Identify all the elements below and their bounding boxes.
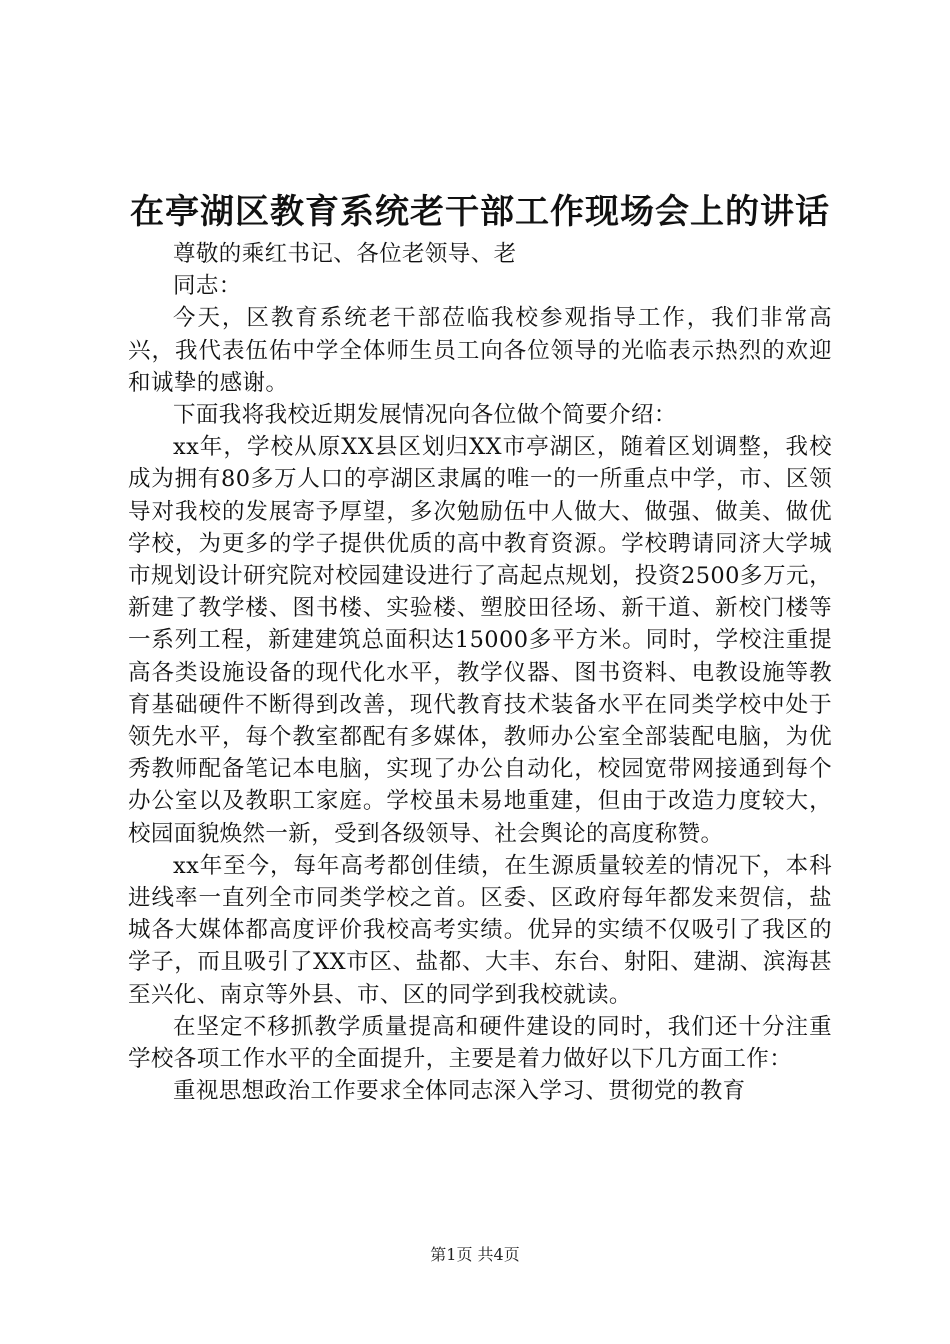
- salutation-line-2: 同志：: [173, 273, 242, 300]
- document-page: [128, 188, 832, 1107]
- paragraph-exam-results: xx年至今，每年高考都创佳绩，在生源质量较差的情况下，本科进线率一直列全市同类学校之首。区委、区政府每年都发来贺信，盐城各大媒体都高度评价我校高考实绩。优异的实绩不仅吸引了我区的学子，而且吸引了XX市区、盐都、大丰、东台、射阳、建湖、滨海甚至兴化、南京等外县、市、区的同学到我校就读。: [128, 852, 832, 1008]
- paragraph-political-work: 重视思想政治工作要求全体同志深入学习、贯彻党的教育: [173, 1078, 746, 1105]
- paragraph-work-aspects: 在坚定不移抓教学质量提高和硬件建设的同时，我们还十分注重学校各项工作水平的全面提升，主要是着力做好以下几方面工作：: [128, 1013, 832, 1073]
- paragraph-intro: 下面我将我校近期发展情况向各位做个简要介绍：: [173, 402, 677, 429]
- document-title: 在亭湖区教育系统老干部工作现场会上的讲话: [130, 192, 830, 232]
- paragraph-development: xx年，学校从原XX县区划归XX市亭湖区，随着区划调整，我校成为拥有80多万人口的亭湖区隶属的唯一的一所重点中学，市、区领导对我校的发展寄予厚望，多次勉励伍中人做大、做强、做美、做优学校，为更多的学子提供优质的高中教育资源。学校聘请同济大学城市规划设计研究院对校园建设进行了高起点规划，投资2500多万元，新建了教学楼、图书楼、实验楼、塑胶田径场、新干道、新校门楼等一系列工程，新建建筑总面积达15000多平方米。同时，学校注重提高各类设施设备的现代化水平，教学仪器、图书资料、电教设施等教育基础硬件不断得到改善，现代教育技术装备水平在同类学校中处于领先水平，每个教室都配有多媒体，教师办公室全部装配电脑，为优秀教师配备笔记本电脑，实现了办公自动化，校园宽带网接通到每个办公室以及教职工家庭。学校虽未易地重建，但由于改造力度较大，校园面貌焕然一新，受到各级领导、社会舆论的高度称赞。: [128, 434, 832, 847]
- paragraph-welcome: 今天，区教育系统老干部莅临我校参观指导工作，我们非常高兴，我代表伍佑中学全体师生员工向各位领导的光临表示热烈的欢迎和诚挚的感谢。: [128, 305, 832, 396]
- page-number: 第1页 共4页: [430, 1245, 520, 1264]
- salutation-line-1: 尊敬的乘红书记、各位老领导、老: [173, 241, 517, 267]
